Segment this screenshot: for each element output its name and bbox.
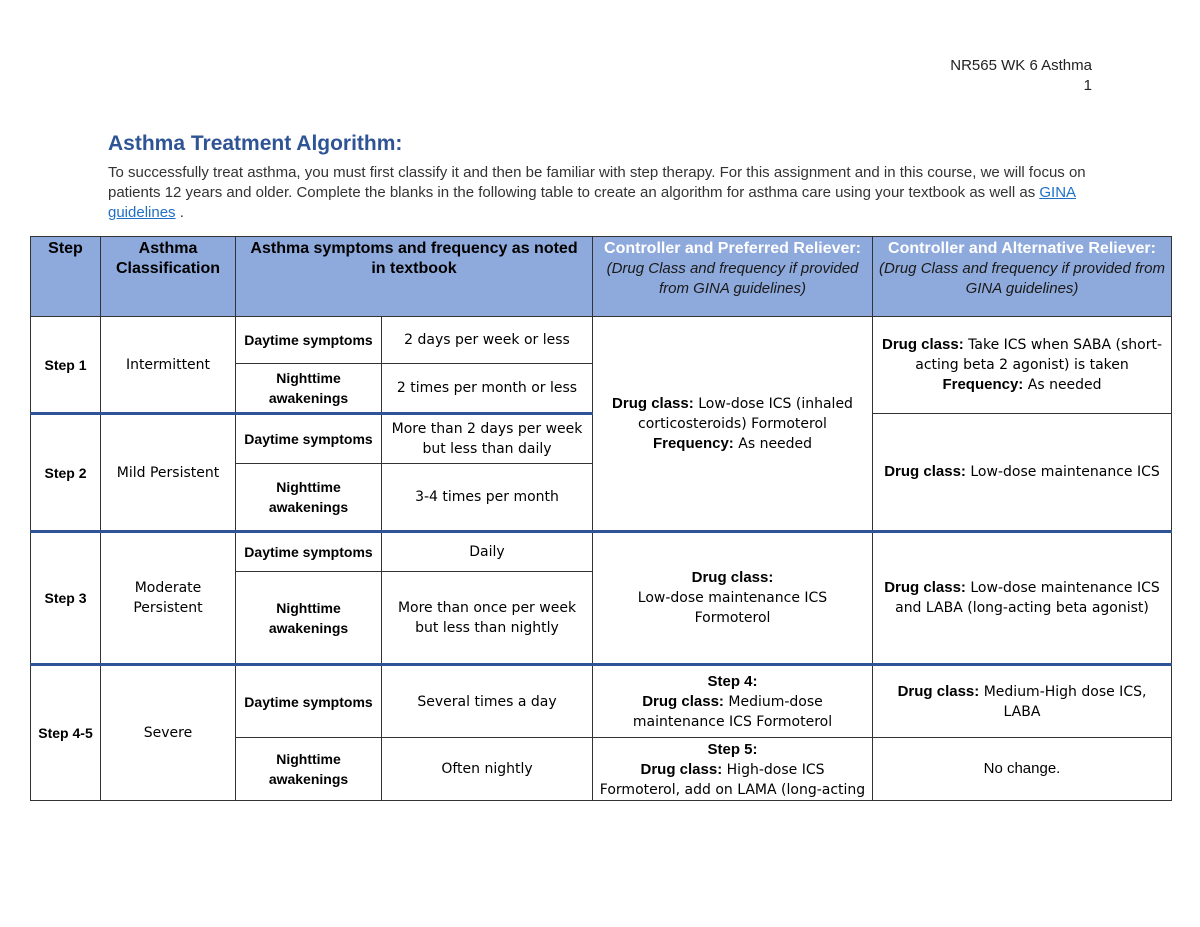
preferred-step3-cell xyxy=(593,532,873,665)
alternative-drug: Low-dose maintenance ICS and LABA (long-acting beta agonist) xyxy=(895,580,1160,616)
classification-cell: Mild Persistent xyxy=(101,414,236,532)
drug-class-label: Drug class: xyxy=(897,682,980,700)
daytime-label: Daytime symptoms xyxy=(236,532,382,572)
preferred-drug: Medium-dose maintenance ICS Formoterol xyxy=(632,693,833,730)
header-row xyxy=(31,237,1172,317)
drug-class-label: Drug class: xyxy=(884,463,966,480)
document-title-header: NR565 WK 6 Asthma xyxy=(950,57,1092,74)
header-preferred-sub: (Drug Class and frequency if provided from GINA guidelines) xyxy=(606,260,859,297)
page-title: Asthma Treatment Algorithm: xyxy=(108,132,403,155)
step-cell: Step 1 xyxy=(31,317,101,414)
nighttime-label: Nighttime awakenings xyxy=(236,572,382,665)
preferred-steps-1-2-cell xyxy=(593,317,873,532)
alternative-step4-cell xyxy=(873,665,1172,738)
drug-class-label: Drug class: xyxy=(884,579,966,596)
preferred-frequency: As needed xyxy=(738,435,813,452)
step-cell: Step 4-5 xyxy=(31,665,101,801)
classification-cell: Intermittent xyxy=(101,317,236,414)
nighttime-label: Nighttime awakenings xyxy=(236,738,382,801)
alternative-step5-cell: No change. xyxy=(873,738,1172,801)
step5-label: Step 5: xyxy=(707,741,758,758)
step4-label: Step 4: xyxy=(707,672,758,690)
drug-class-label: Drug class: xyxy=(642,692,724,710)
header-alternative xyxy=(873,237,1172,317)
preferred-drug: Low-dose ICS (inhaled corticosteroids) Formoterol xyxy=(638,395,853,432)
classification-cell: Moderate Persistent xyxy=(101,532,236,665)
header-step: Step xyxy=(31,237,101,317)
asthma-algorithm-table xyxy=(30,236,1172,801)
table-row xyxy=(31,532,1172,572)
step-cell: Step 3 xyxy=(31,532,101,665)
drug-class-label: Drug class: xyxy=(691,569,774,586)
daytime-label: Daytime symptoms xyxy=(236,665,382,738)
daytime-label: Daytime symptoms xyxy=(236,317,382,364)
preferred-drug: High-dose ICS Formoterol, add on LAMA (long-acting xyxy=(599,762,866,798)
header-alternative-title: Controller and Alternative Reliever: xyxy=(888,240,1156,257)
nighttime-value: 3-4 times per month xyxy=(382,464,593,532)
alternative-step3-cell xyxy=(873,532,1172,665)
daytime-label: Daytime symptoms xyxy=(236,414,382,464)
header-classification: Asthma Classification xyxy=(101,237,236,317)
nighttime-label: Nighttime awakenings xyxy=(236,364,382,414)
intro-text: To successfully treat asthma, you must first classify it and then be familiar with step therapy. For this assignment and in this course, we will focus on patients 12 years and older. Complete the blanks in the following table to create an algorithm for asthma care using your textbook as well as xyxy=(108,164,1086,201)
page-number: 1 xyxy=(1083,77,1092,94)
preferred-step5-cell xyxy=(593,738,873,801)
frequency-label: Frequency: xyxy=(652,434,734,452)
preferred-step4-cell xyxy=(593,665,873,738)
alternative-frequency: As needed xyxy=(1027,377,1102,393)
running-head xyxy=(950,56,1092,96)
nighttime-label: Nighttime awakenings xyxy=(236,464,382,532)
intro-paragraph xyxy=(108,163,1098,223)
drug-class-label: Drug class: xyxy=(612,394,694,412)
gina-guidelines-link[interactable]: GINA guidelines xyxy=(108,184,1077,221)
header-symptoms: Asthma symptoms and frequency as noted in textbook xyxy=(236,237,593,317)
classification-cell: Severe xyxy=(101,665,236,801)
daytime-value: 2 days per week or less xyxy=(382,317,593,364)
nighttime-value: 2 times per month or less xyxy=(382,364,593,414)
table-row xyxy=(31,665,1172,738)
frequency-label: Frequency: xyxy=(942,376,1024,393)
header-preferred-title: Controller and Preferred Reliever: xyxy=(604,240,861,257)
alternative-step2-cell xyxy=(873,414,1172,532)
drug-class-label: Drug class: xyxy=(882,336,964,353)
alternative-drug: Low-dose maintenance ICS xyxy=(970,464,1160,480)
daytime-value: Daily xyxy=(382,532,593,572)
daytime-value: Several times a day xyxy=(382,665,593,738)
preferred-drug: Low-dose maintenance ICS Formoterol xyxy=(637,590,828,626)
header-alternative-sub: (Drug Class and frequency if provided from GINA guidelines) xyxy=(879,260,1165,297)
step-cell: Step 2 xyxy=(31,414,101,532)
intro-text-end: . xyxy=(175,204,184,221)
table-row xyxy=(31,317,1172,364)
header-preferred xyxy=(593,237,873,317)
preferred-step5-content xyxy=(599,740,866,798)
alternative-step1-cell xyxy=(873,317,1172,414)
nighttime-value: More than once per week but less than nightly xyxy=(382,572,593,665)
alternative-drug: Take ICS when SABA (short-acting beta 2 agonist) is taken xyxy=(915,337,1162,373)
nighttime-value: Often nightly xyxy=(382,738,593,801)
drug-class-label: Drug class: xyxy=(640,761,723,778)
daytime-value: More than 2 days per week but less than daily xyxy=(382,414,593,464)
alternative-drug: Medium-High dose ICS, LABA xyxy=(983,683,1147,720)
